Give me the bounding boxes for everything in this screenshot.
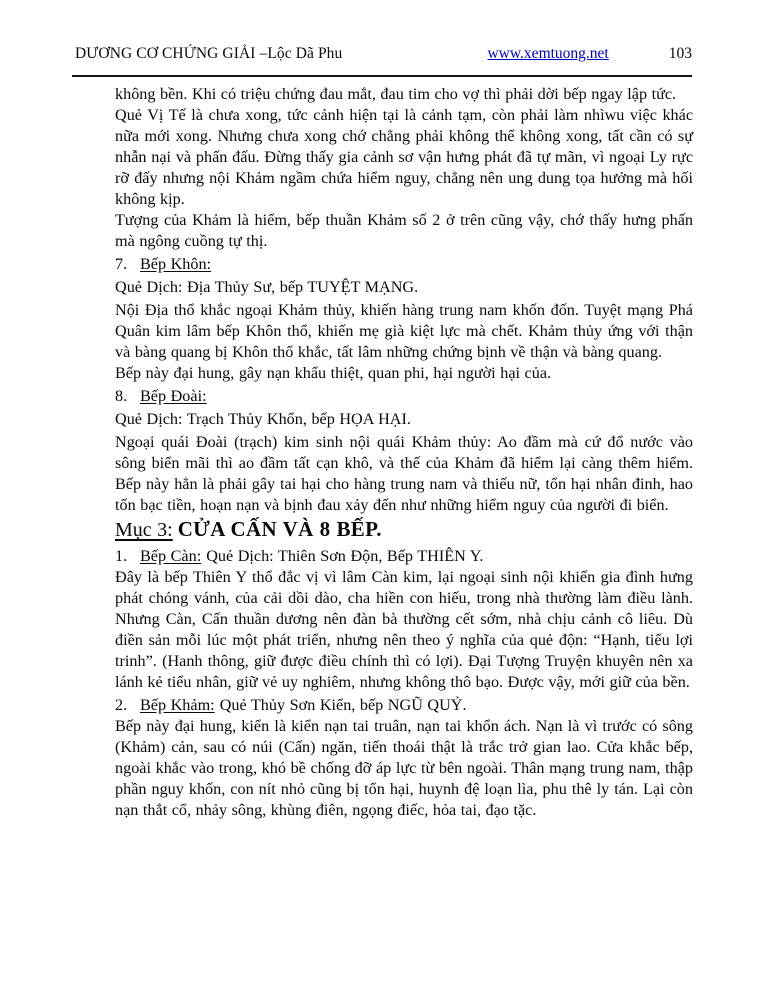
heading-number: 1. [115,547,128,565]
heading-number: 8. [115,387,128,405]
website-link[interactable]: www.xemtuong.net [487,45,609,62]
bep-khon-note: Bếp này đại hung, gây nạn khẩu thiệt, quan phi, hại người hại của. [115,364,552,382]
section-label: Mục 3: [115,519,173,541]
heading-label: Bếp Càn: [140,547,202,565]
heading-number: 2. [115,696,128,714]
bep-can-paragraph: Đây là bếp Thiên Y thổ đắc vị vì lâm Càn kim, lại ngoại sinh nội khiến gia đình hưng phát chóng vánh, của cải dồi dào, cha hiền con hiếu, trong nhà thường làm điều lành. Nhưng Càn, Cấn thuần dương nên đàn bà thường cết sớm, nhà chịu cảnh cô liêu. Dù điền sản mỗi lúc một phát triển, nhưng nên theo ý nghĩa của quẻ độn: “Hạnh, tiểu lợi trinh”. (Hanh thông, giữ được điều chính thì có lợi). Đại Tượng Truyện khuyên nên xa lánh kẻ tiểu nhân, giữ vẻ uy nghiêm, nhưng không thô bạo. Được vậy, mới giữ của bền. [115,568,693,691]
heading-bep-can [115,546,693,567]
page-number: 103 [668,45,692,62]
section-heading-muc3 [115,516,693,544]
heading-label: Bếp Khảm: [140,696,215,714]
page-header [75,45,692,63]
heading-que-text: Quẻ Dịch: Thiên Sơn Độn, Bếp THIÊN Y. [206,547,484,565]
bep-kham-paragraph: Bếp này đại hung, kiển là kiển nạn tai truân, nạn tai khổn ách. Nạn là vì trước có sông (Khảm) cản, sau có núi (Cấn) ngăn, tiến thoái thật là trắc trở gian lao. Cửa khắc bếp, ngoài khắc vào trong, khó bề chống đỡ áp lực từ bên ngoài. Thân mạng trung nam, thập phần nguy khốn, con nít nhỏ cũng bị tổn hại, huynh đệ loạn lìa, phu thê ly tán. Lại còn nạn thắt cổ, nhảy sông, khùng điên, ngọng điếc, hỏa tai, đạo tặc. [115,717,693,819]
continuation-paragraph: không bền. Khi có triệu chứng đau mắt, đau tim cho vợ thì phải dời bếp ngay lập tức. [115,85,677,103]
heading-bep-doai [115,386,693,407]
vi-te-paragraph: Quẻ Vị Tế là chưa xong, tức cảnh hiện tại là cảnh tạm, còn phải làm nhìwu việc khác nữa mới xong. Nhưng chưa xong chớ chẳng phải không thể không xong, tất cần có sự nhẫn nại và phấn đấu. Đừng thấy gia cảnh sơ vận hưng phát đã tự mãn, vì ngoại Ly rực rỡ đấy nhưng nội Khảm ngầm chứa hiểm nguy, chẳng nên ung dung tọa hưởng mà hối không kịp. [115,106,693,208]
header-divider [72,75,692,77]
heading-number: 7. [115,255,128,273]
book-title: DƯƠNG CƠ CHỨNG GIẢI –Lộc Dã Phu [75,45,343,62]
heading-que-text: Quẻ Thủy Sơn Kiển, bếp NGŨ QUỶ. [219,696,467,714]
que-dich-bep-khon: Quẻ Dịch: Địa Thủy Sư, bếp TUYỆT MẠNG. [115,278,419,296]
bep-doai-paragraph: Ngoại quái Đoài (trạch) kim sinh nội quái Khảm thủy: Ao đầm mà cứ đổ nước vào sông biển mãi thì ao đầm tất cạn khô, và thế của Khảm đã hiểm lại càng thêm hiểm. Bếp này hẳn là phải gây tai hại cho hàng trung nam và thiếu nữ, tổn hại nhân đinh, hao tốn bạc tiền, hoạn nạn và bịnh đau xảy đến như những hiểm nguy của người đi biển. [115,433,693,514]
que-dich-bep-doai: Quẻ Dịch: Trạch Thủy Khổn, bếp HỌA HẠI. [115,410,411,428]
section-title: CỬA CẤN VÀ 8 BẾP. [177,517,382,541]
kham-tuong-paragraph: Tượng của Khảm là hiểm, bếp thuần Khảm số 2 ở trên cũng vậy, chớ thấy hưng phấn mà ngông cuồng tự thị. [115,211,693,250]
heading-bep-khon [115,254,693,275]
heading-label: Bếp Khôn: [140,255,212,273]
document-body [115,84,693,821]
heading-label: Bếp Đoài: [140,387,207,405]
heading-bep-kham [115,695,693,716]
bep-khon-paragraph: Nội Địa thổ khắc ngoại Khảm thủy, khiến hàng trung nam khốn đốn. Tuyệt mạng Phá Quân kim lâm bếp Khôn thổ, khiến mẹ già kiệt lực mà chết. Khảm thủy ứng với thận và bàng quang bị Khôn thổ khắc, tất lâm những chứng bịnh về thận và bàng quang. [115,301,693,361]
